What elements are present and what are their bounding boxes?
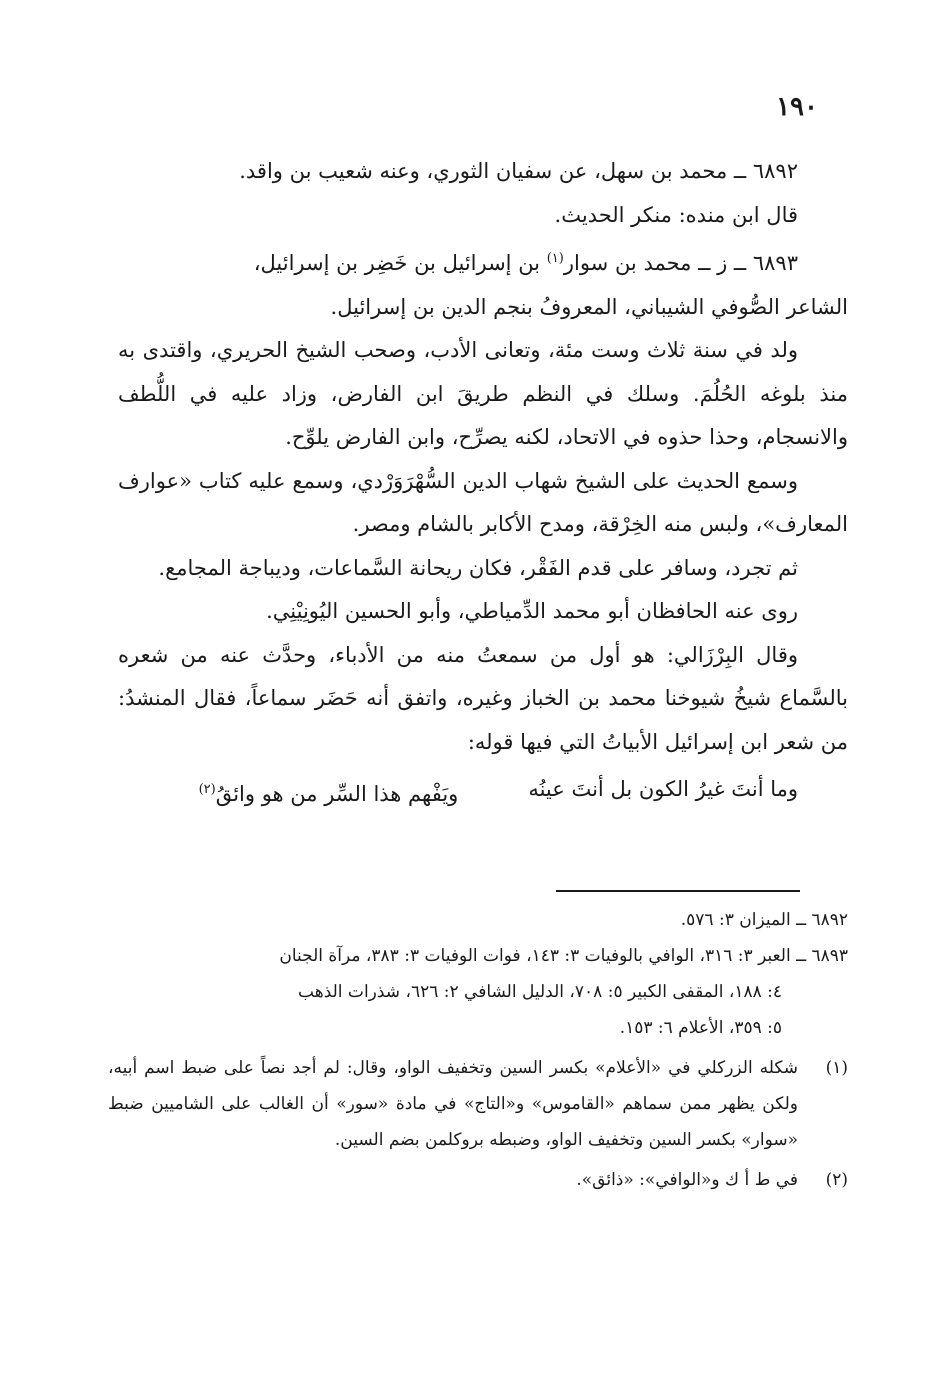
page-number: ١٩٠ — [776, 92, 818, 122]
entry-6893-line2: الشاعر الصُّوفي الشيباني، المعروفُ بنجم الدين بن إسرائيل. — [330, 294, 848, 319]
verse-first-hemistich: وما أنتَ غيرُ الكون بل أنتَ عينُه — [528, 777, 798, 801]
source-6893-line3: ٥: ٣٥٩، الأعلام ٦: ١٥٣. — [619, 1018, 782, 1038]
entry-6893-head-a: ٦٨٩٣ ــ ز ــ محمد بن سوار — [563, 251, 798, 275]
footnote-ref-2: (٢) — [198, 782, 216, 797]
footnote-2-number: (٢) — [825, 1170, 848, 1190]
footnote-divider — [556, 890, 800, 892]
footnote-2 — [108, 1162, 848, 1198]
entry-6892: ٦٨٩٢ ــ محمد بن سهل، عن سفيان الثوري، وعنه شعيب بن واقد. — [239, 159, 798, 183]
footnote-ref-1: (١) — [546, 251, 564, 266]
footnote-1 — [108, 1050, 848, 1158]
paragraph-narrators: روى عنه الحافظان أبو محمد الدِّمياطي، وأبو الحسين اليُونِيْنِي. — [266, 599, 798, 623]
paragraph-travel: ثم تجرد، وسافر على قدم الفَقْر، فكان ريحانة السَّماعات، وديباجة المجامع. — [158, 555, 798, 580]
entry-6893-heading — [118, 237, 848, 286]
source-6892: ٦٨٩٢ ــ الميزان ٣: ٥٧٦. — [680, 910, 848, 930]
footnote-1-number: (١) — [825, 1058, 848, 1078]
main-text — [118, 150, 848, 817]
entry-6893-head-b: بن إسرائيل بن خَضِر بن إسرائيل، — [253, 251, 547, 275]
paragraph-birzali: وقال البِرْزَالي: هو أول من سمعتُ منه من الأدباء، وحدَّث عنه من شعره بالسَّماع شيخُ شيوخنا محمد بن الخباز وغيره، واتفق أنه حَضَر سماعاً، فقال المنشدُ: من شعر ابن إسرائيل الأبياتُ التي فيها قوله: — [118, 642, 848, 754]
verse-line — [118, 768, 848, 817]
entry-6892-note: قال ابن منده: منكر الحديث. — [554, 202, 798, 227]
footnote-1-text: شكله الزركلي في «الأعلام» بكسر السين وتخفيف الواو، وقال: لم أجد نصاً على ضبط اسم أبيه، ولكن يظهر ممن سماهم «القاموس» و«التاج» في مادة «سور» أن الغالب على الشاميين ضبط «سوار» بكسر السين وتخفيف الواو، وضبطه بروكلمن بضم السين. — [108, 1058, 798, 1150]
source-6893-line1: ٦٨٩٣ ــ العبر ٣: ٣١٦، الوافي بالوفيات ٣: ١٤٣، فوات الوفيات ٣: ٣٨٣، مرآة الجنان — [279, 946, 848, 966]
verse-second-hemistich — [199, 768, 459, 817]
verse-second-text: ويَفْهم هذا السِّر من هو وائقُ — [215, 782, 459, 806]
source-6893-line2: ٤: ١٨٨، المقفى الكبير ٥: ٧٠٨، الدليل الشافي ٢: ٦٢٦، شذرات الذهب — [298, 982, 782, 1002]
footnotes — [108, 902, 848, 1198]
paragraph-hadith: وسمع الحديث على الشيخ شهاب الدين السُّهْرَوَرْدي، وسمع عليه كتاب «عوارف المعارف»، ولبس منه الخِرْقة، ومدح الأكابر بالشام ومصر. — [118, 468, 848, 536]
footnote-2-text: في ط أ ك و«الوافي»: «ذائق». — [576, 1170, 798, 1190]
paragraph-birth: ولد في سنة ثلاث وست مئة، وتعانى الأدب، وصحب الشيخ الحريري، واقتدى به منذ بلوغه الحُلُمَ. وسلك في النظم طريقَ ابن الفارض، وزاد عليه في اللُّطف والانسجام، وحذا حذوه في الاتحاد، لكنه يصرِّح، وابن الفارض يلوِّح. — [118, 338, 848, 449]
